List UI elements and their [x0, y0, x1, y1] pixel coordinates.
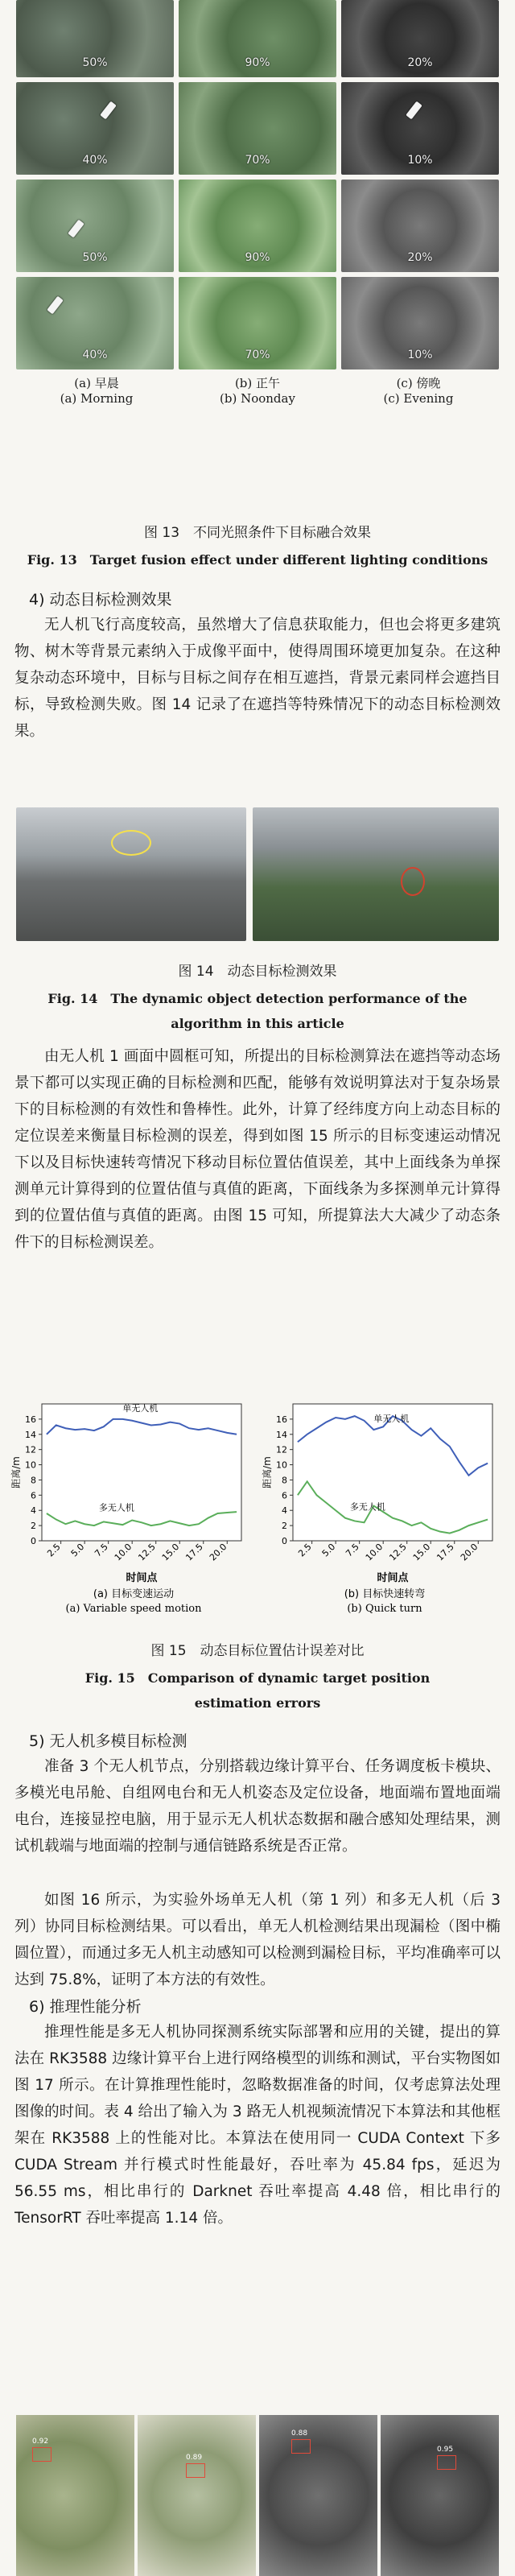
fig13-tile: [179, 82, 336, 175]
x-tick-label: 10.0: [363, 1541, 385, 1563]
fig13-subcaptions-cn: [16, 374, 499, 391]
y-tick-label: 2: [31, 1521, 36, 1532]
chart-subcaption-cn: (b) 目标快速转弯: [344, 1588, 426, 1600]
y-tick-label: 8: [282, 1475, 287, 1486]
subcaption: (b) Noonday: [220, 391, 295, 406]
y-tick-label: 6: [31, 1490, 36, 1501]
x-tick-label: 10.0: [112, 1541, 134, 1563]
section-heading: 4) 动态目标检测效果: [29, 591, 172, 609]
subcaption: (a) Morning: [60, 391, 134, 406]
fig13-caption-en: Fig. 13 Target fusion effect under different lighting conditions: [27, 552, 488, 568]
fig13-subcaptions-en: [16, 391, 499, 406]
x-tick-label: 12.5: [387, 1541, 409, 1563]
series-label: 多无人机: [98, 1502, 134, 1513]
y-axis-label: 距离/m: [262, 1456, 273, 1488]
paragraph: 如图 16 所示，为实验外场单无人机（第 1 列）和多无人机（后 3 列）协同目标检测结果。可以看出，单无人机检测结果出现漏检（图中椭圆位置），而通过多无人机主动感知可以检测到漏检目标，平均准确率可以达到 75.8%，证明了本方法的有效性。: [14, 1892, 501, 1988]
x-tick-label: 20.0: [458, 1541, 480, 1563]
detection-ellipse: [401, 867, 425, 896]
y-axis-label: 距离/m: [10, 1456, 22, 1488]
fig13-tile: [341, 180, 499, 272]
fig15-chart-a: [8, 1399, 253, 1629]
fig13-tile: [16, 277, 174, 369]
chart-subcaption-en: (a) Variable speed motion: [65, 1603, 202, 1615]
detection-box: [186, 2463, 205, 2478]
detection-score: 0.92: [32, 2438, 49, 2446]
fig15-caption-en-2: estimation errors: [194, 1695, 321, 1711]
y-tick-label: 16: [276, 1414, 287, 1425]
subcaption: (a) 早晨: [74, 376, 119, 390]
y-tick-label: 8: [31, 1475, 36, 1486]
vehicle-target: [68, 220, 84, 238]
series-label: 单无人机: [122, 1402, 159, 1414]
fig13-row-2: [16, 82, 499, 175]
confidence-label: 50%: [82, 251, 108, 264]
subcaption: (c) Evening: [383, 391, 454, 406]
x-tick-label: 5.0: [319, 1541, 338, 1559]
y-tick-label: 2: [282, 1521, 287, 1532]
vehicle-target: [100, 101, 117, 120]
fig13-tile: [179, 277, 336, 369]
detection-ellipse: [111, 830, 151, 856]
y-tick-label: 0: [31, 1536, 36, 1546]
y-tick-label: 0: [282, 1536, 287, 1546]
fig13-caption-cn: 图 13 不同光照条件下目标融合效果: [143, 525, 372, 541]
y-tick-label: 14: [276, 1429, 287, 1440]
detection-box: [291, 2439, 311, 2454]
chart-subcaption-cn: (a) 目标变速运动: [93, 1588, 175, 1600]
fig14-caption-en-2: algorithm in this article: [171, 1016, 344, 1031]
plot-frame: [42, 1404, 241, 1541]
fig13-tile: [16, 0, 174, 77]
x-tick-label: 12.5: [136, 1541, 158, 1563]
fig17-photo: [381, 2415, 499, 2576]
y-tick-label: 4: [282, 1505, 287, 1517]
x-tick-label: 15.0: [159, 1541, 182, 1563]
fig14-photo-uav1: [16, 807, 246, 941]
detection-box: [32, 2447, 52, 2462]
x-tick-label: 17.5: [183, 1541, 205, 1563]
paragraph: 由无人机 1 画面中圆框可知，所提出的目标检测算法在遮挡等动态场景下都可以实现正确的目标检测和匹配，能够有效说明算法对于复杂场景下的目标检测的有效性和鲁棒性。此外，计算了经纬度方向上动态目标的定位误差来衡量目标检测的误差，得到如图 15 所示的目标变速运动情况下以及目标快速转弯情况下移动目标位置估值误差，其中上面线条为单探测单元计算得到的位置估值与真值的距离，下面线条为多探测单元计算得到的位置估值与真值的距离。由图 15 可知，所提算法大大减少了动态条件下的目标检测误差。: [14, 1048, 501, 1251]
paragraph: 推理性能是多无人机协同探测系统实际部署和应用的关键，提出的算法在 RK3588 边缘计算平台上进行网络模型的训练和测试，平台实物图如图 17 所示。在计算推理性能时，忽略数据准备的时间，仅考虑算法处理图像的时间。表 4 给出了输入为 3 路无人机视频流情况下本算法和其他框架在 RK3588 上的性能对比。本算法在使用同一 CUDA Context 下多 CUDA Stream 并行模式时性能最好，吞吐率为 45.84 fps，延迟为 56.55 ms，相比串行的 Darknet 吞吐率提高 4.48 倍，相比串行的 TensorRT 吞吐率提高 1.14 倍。: [14, 2024, 501, 2227]
x-tick-label: 20.0: [207, 1541, 229, 1563]
fig14-caption-cn: 图 14 动态目标检测效果: [178, 964, 337, 980]
detection-score: 0.89: [186, 2454, 203, 2462]
y-tick-label: 4: [31, 1505, 36, 1517]
section-heading: 6) 推理性能分析: [29, 1998, 142, 2016]
paragraph: 无人机飞行高度较高，虽然增大了信息获取能力，但也会将更多建筑物、树木等背景元素纳入于成像平面中，使得周围环境更加复杂。在这种复杂动态环境中，目标与目标之间存在相互遮挡，背景元素同样会遮挡目标，导致检测失败。图 14 记录了在遮挡等特殊情况下的动态目标检测效果。: [14, 617, 501, 740]
confidence-label: 40%: [82, 349, 108, 361]
y-tick-label: 12: [276, 1444, 287, 1455]
y-tick-label: 16: [25, 1414, 36, 1425]
fig13-tile: [341, 0, 499, 77]
fig13-grid: [16, 0, 499, 406]
series-label: 多无人机: [349, 1501, 385, 1513]
x-tick-label: 7.5: [93, 1541, 110, 1559]
fig15-caption-cn: 图 15 动态目标位置估计误差对比: [150, 1643, 365, 1659]
subcaption: (c) 傍晚: [396, 376, 441, 390]
fig13-tile: [16, 180, 174, 272]
series-label: 单无人机: [373, 1414, 410, 1425]
fig17-photo: [138, 2415, 256, 2576]
detection-score: 0.95: [437, 2446, 454, 2454]
x-tick-label: 7.5: [344, 1541, 361, 1559]
confidence-label: 10%: [407, 349, 433, 361]
y-tick-label: 12: [25, 1444, 36, 1455]
fig17-photos: [16, 2415, 499, 2576]
fig13-row-4: [16, 277, 499, 369]
x-tick-label: 17.5: [435, 1541, 456, 1563]
section-heading: 5) 无人机多模目标检测: [29, 1732, 187, 1750]
x-axis-label: 时间点: [377, 1572, 409, 1584]
fig15-chart-b: [259, 1399, 505, 1629]
subcaption: (b) 正午: [234, 376, 281, 390]
fig17-photo: [16, 2415, 134, 2576]
x-tick-label: 2.5: [296, 1541, 314, 1559]
x-tick-label: 5.0: [68, 1541, 87, 1559]
fig13-row-3: [16, 180, 499, 272]
detection-score: 0.88: [291, 2429, 308, 2438]
fig13-tile: [179, 180, 336, 272]
detection-box: [437, 2455, 456, 2470]
fig13-row-1: [16, 0, 499, 77]
y-tick-label: 10: [276, 1459, 287, 1471]
y-tick-label: 10: [25, 1459, 36, 1471]
confidence-label: 70%: [245, 349, 270, 361]
confidence-label: 90%: [245, 56, 270, 69]
confidence-label: 20%: [407, 56, 433, 69]
fig13-tile: [16, 82, 174, 175]
fig13-tile: [341, 277, 499, 369]
confidence-label: 10%: [407, 154, 433, 167]
confidence-label: 40%: [82, 154, 108, 167]
fig14-caption-en-1: Fig. 14 The dynamic object detection performance of the: [47, 991, 468, 1006]
y-tick-label: 6: [282, 1490, 287, 1501]
confidence-label: 70%: [245, 154, 270, 167]
x-axis-label: 时间点: [126, 1572, 158, 1584]
fig15-caption-en-1: Fig. 15 Comparison of dynamic target position: [84, 1670, 431, 1686]
fig17-photo: [259, 2415, 377, 2576]
fig13-tile: [341, 82, 499, 175]
vehicle-target: [406, 101, 422, 120]
vehicle-target: [47, 296, 64, 315]
fig13-tile: [179, 0, 336, 77]
paragraph: 准备 3 个无人机节点，分别搭载边缘计算平台、任务调度板卡模块、多模光电吊舱、自组网电台和无人机姿态及定位设备，地面端布置地面端电台，连接显控电脑，用于显示无人机状态数据和融合感知处理结果，测试机载端与地面端的控制与通信链路系统是否正常。: [14, 1758, 501, 1855]
y-tick-label: 14: [25, 1429, 36, 1440]
confidence-label: 50%: [82, 56, 108, 69]
confidence-label: 90%: [245, 251, 270, 264]
fig14-photo-uav2: [253, 807, 499, 941]
x-tick-label: 2.5: [45, 1541, 63, 1559]
confidence-label: 20%: [407, 251, 433, 264]
x-tick-label: 15.0: [410, 1541, 433, 1563]
chart-subcaption-en: (b) Quick turn: [347, 1603, 422, 1615]
